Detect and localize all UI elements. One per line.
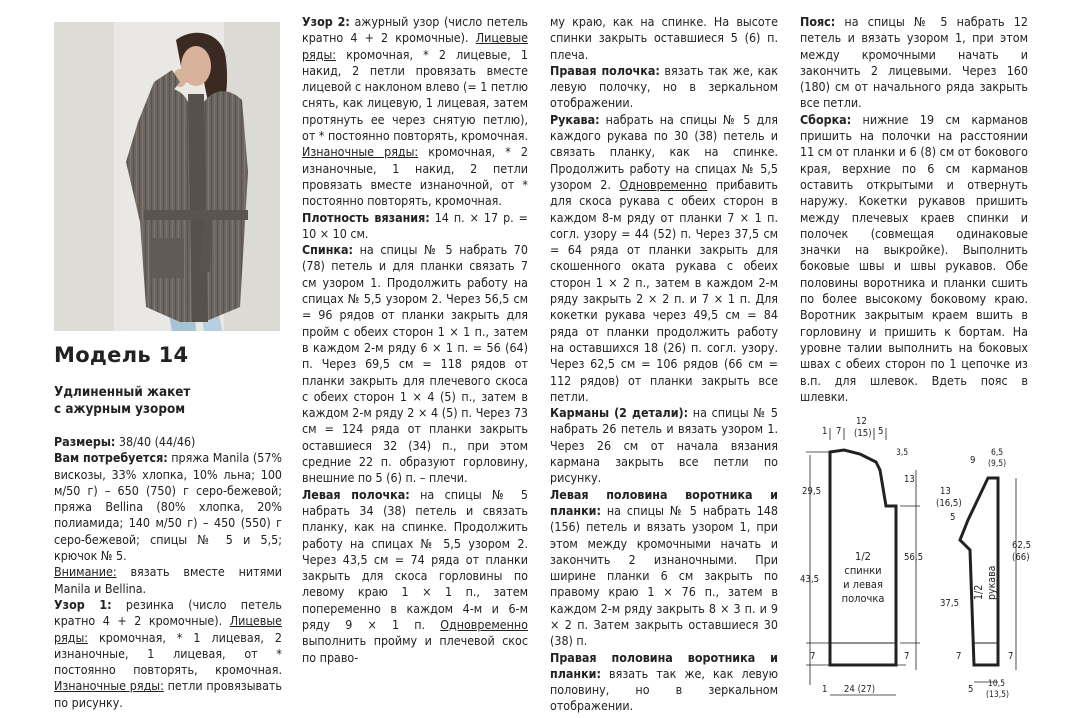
left-collar-text: на спицы № 5 набрать 148 (156) петель и вязать узором 1, при этом между кромочными начать и закончить 2 изнаночными. При ширине планки 6 см закрыть по правому краю 1 × 76 п., затем в каждом 2-м ряду закрыть 8 × 3 п. и 9 × 2 п. Затем закрыть оставшиеся 30 (38) п. [550, 502, 778, 649]
sleeves-text-b: прибавить для скоса рукава с обеих сторон в каждом 8-м ряду от планки 7 × 1 п. согл. узору = 44 (52) п. Через 37,5 см = 64 ряда от планки закрыть для скошенного оката рукава с обеих сторон 1 × 2 п., затем в каждом 2-м ряду закрыть 2 × 2 п. и 7 × 1 п. Для кокетки рукава через 49,5 см = 84 ряда от планки продолжить работу на оставшихся 18 (26) п. согл. узору. Через 62,5 см = 106 рядов (66 см = 112 рядов) от планки закрыть все петли. [550, 176, 779, 404]
subtitle-line-1: Удлиненный жакет [54, 385, 191, 400]
left-front-simul-label: Одновременно [440, 616, 528, 632]
assembly-label: Сборка: [800, 111, 852, 127]
belt-paragraph [800, 14, 1028, 112]
body-dim-5: 5 [878, 426, 884, 437]
attention-label: Внимание: [54, 564, 117, 580]
pockets-text: на спицы № 5 набрать 26 петель и вязать узором 1. Через 26 см от начала вязания кармана закрыть все петли по рисунку. [550, 405, 778, 486]
left-front-continued: му краю, как на спинке. На высоте спинки закрыть оставшиеся 5 (6) п. плеча. [550, 14, 778, 62]
body-dim-7: 7 [836, 426, 842, 437]
body-dim-3-5: 3,5 [896, 448, 909, 458]
left-collar-label: Левая половина воротника и планки: [550, 486, 778, 518]
left-front-paragraph [302, 487, 528, 666]
pattern-1-label: Узор 1: [54, 596, 112, 612]
materials-paragraph [54, 450, 282, 564]
right-front-label: Правая полочка: [550, 62, 660, 78]
right-collar-label: Правая половина воротника и планки: [550, 649, 778, 681]
pattern-2-text-a: ажурный узор (число петель кратно 4 + 2 кромочные). [302, 14, 529, 46]
materials-label: Вам потребуется: [54, 450, 168, 466]
body-label-3: и левая [843, 578, 883, 591]
pattern-1-paragraph [54, 597, 282, 711]
body-label-1: 1/2 [855, 550, 871, 563]
body-label-2: спинки [844, 564, 882, 577]
sleeve-dim-16-5: (16,5) [936, 498, 962, 509]
sleeve-dim-9-5: (9,5) [988, 459, 1007, 469]
cardigan-photo-illustration [54, 22, 280, 331]
body-dim-56-5: 56,5 [904, 552, 924, 563]
pattern-2-face-label: Лицевые ряды: [302, 30, 528, 62]
sleeve-dim-9: 9 [970, 455, 976, 466]
text-column-4 [800, 14, 1028, 405]
pattern-2-label: Узор 2: [302, 14, 350, 29]
sleeve-dim-7-right: 7 [1008, 651, 1014, 662]
left-front-text-a: на спицы № 5 набрать 34 (38) петель и связать планку, как на спинке. Продолжить работу на спицах № 5,5 узором 2. Через 43,5 см = 74 ряда от планки закрыть для скоса горловины по левому краю 1 × 1 п., затем попеременно в каждом 4-м и 6-м ряду 9 × 1 п. [302, 486, 528, 632]
sleeve-label-2: рукава [986, 565, 998, 600]
sleeve-dim-10-5: 10,5 [988, 679, 1006, 689]
sleeve-dim-5: 5 [950, 512, 956, 523]
assembly-paragraph [800, 112, 1028, 405]
attention-paragraph [54, 564, 282, 597]
subtitle-line-2: с ажурным узором [54, 402, 186, 417]
model-subtitle [54, 384, 190, 418]
sleeve-dim-13: 13 [940, 486, 951, 497]
body-dim-13: 13 [904, 474, 915, 485]
pattern-1-back-label: Изнаночные ряды: [54, 678, 164, 694]
back-label: Спинка: [302, 242, 353, 258]
assembly-text: нижние 19 см карманов пришить на полочки на расстоянии 11 см от планки и 6 (8) см от бокового края, верхние по 6 см карманов оставить открытыми и отвернуть наружу. Кокетки рукавов пришить между плечевых краев спинки и полочек (совмещая одинаковые значки на выкройке). Выполнить боковые швы и швы рукавов. Обе половины воротника и планки сшить по более высокому боковому краю. Воротник закрытым краем вшить в горловину и пришить к бортам. На уровне талии выполнить на боковых швах с обеих сторон по 1 цепочке из в.п. для шлевок. Вдеть пояс в шлевки. [800, 111, 1028, 404]
attention-text: вязать вместе нитями Manila и Bellina. [54, 564, 282, 596]
body-dim-12: 12 [856, 416, 867, 427]
pattern-2-back-label: Изнаночные ряды: [302, 144, 419, 160]
pockets-paragraph [550, 405, 778, 486]
body-dim-7-right: 7 [904, 651, 910, 662]
sleeves-label: Рукава: [550, 111, 600, 127]
density-text: 14 п. × 17 р. = 10 × 10 см. [302, 209, 528, 241]
body-dim-1-bottom: 1 [822, 684, 828, 695]
sizes-paragraph [54, 434, 282, 450]
body-dim-15: (15) [854, 428, 872, 439]
sleeve-dim-66: (66) [1012, 552, 1030, 563]
text-column-3 [550, 14, 778, 715]
text-column-1 [54, 434, 282, 711]
sizes-text: 38/40 (44/46) [115, 434, 196, 449]
left-front-label: Левая полочка: [302, 486, 410, 502]
sleeve-dim-6-5: 6,5 [991, 448, 1004, 458]
body-label-4: полочка [841, 592, 885, 605]
right-front-paragraph [550, 63, 778, 112]
sleeves-paragraph [550, 112, 778, 405]
sleeves-simul-label: Одновременно [619, 176, 708, 192]
left-front-text-b: выполнить пройму и плечевой скос по право- [302, 633, 528, 665]
pattern-2-paragraph [302, 14, 528, 210]
sleeve-dim-13-5: (13,5) [986, 690, 1009, 700]
materials-text: пряжа Manila (57% вискозы, 33% хлопка, 10% льна; 100 м/50 г) – 650 (750) г серо-бежевой; пряжа Bellina (80% хлопка, 20% полиамида; 140 м/50 г) – 450 (550) г серо-бежевой; спицы № 5 и 5,5; крючок № 5. [54, 450, 283, 564]
left-collar-paragraph [550, 487, 778, 650]
back-paragraph [302, 242, 528, 486]
body-dim-43-5: 43,5 [800, 574, 820, 585]
sleeves-text-a: набрать на спицы № 5 для каждого рукава по 30 (38) петель и связать планку, как на спинке. Продолжить работу на спицах № 5,5 узором 2. [550, 111, 778, 192]
sleeve-dim-37-5: 37,5 [940, 598, 960, 609]
right-collar-paragraph [550, 650, 778, 715]
right-collar-text: вязать так же, как левую половину, но в зеркальном отображении. [550, 665, 778, 714]
body-dim-7-left: 7 [810, 651, 816, 662]
sleeve-dim-7-left: 7 [956, 651, 962, 662]
sizes-label: Размеры: [54, 434, 116, 449]
sleeve-dim-5-bottom: 5 [968, 684, 974, 695]
pattern-2-text-b: кромочная, * 2 лицевые, 1 накид, 2 петли провязать вместе лицевой с наклоном влево (= 1 петлю снять, как лицевую, 1 лицевая, затем протянуть ее через снятую петлю), от * постоянно повторять, кромочная. [302, 46, 529, 144]
pattern-1-face-label: Лицевые ряды: [54, 613, 282, 645]
right-front-text: вязать так же, как левую полочку, но в зеркальном отображении. [550, 62, 778, 111]
density-paragraph [302, 210, 528, 243]
pockets-label: Карманы (2 детали): [550, 405, 689, 421]
model-title: Модель 14 [54, 343, 189, 367]
body-dim-1: 1 [822, 426, 828, 437]
pattern-1-text-a: резинка (число петель кратно 4 + 2 кромочные). [54, 596, 283, 629]
belt-label: Пояс: [800, 14, 836, 29]
belt-text: на спицы № 5 набрать 12 петель и вязать узором 1, при этом между кромочными начать и закончить 2 лицевыми. Через 160 (180) см от начального ряда закрыть все петли. [800, 14, 1028, 111]
pattern-schematic [800, 410, 1040, 710]
text-column-2 [302, 14, 528, 666]
sleeve-dim-62-5: 62,5 [1012, 540, 1032, 551]
body-dim-29-5: 29,5 [802, 486, 822, 497]
pattern-1-text-c: петли провязывать по рисунку. [54, 678, 282, 710]
body-dim-24: 24 (27) [844, 684, 876, 695]
model-photo [54, 22, 280, 331]
pattern-2-text-c: кромочная, * 2 изнаночные, 1 накид, 2 петли провязать вместе изнаночной, от * постоянно повторять, кромочная. [302, 144, 528, 209]
back-text: на спицы № 5 набрать 70 (78) петель и для планки связать 7 см узором 1. Продолжить работу на спицах № 5,5 узором 2. Через 56,5 см = 96 рядов от планки закрыть для пройм с обеих сторон 1 × 1 п., затем в каждом 2-м ряду 6 × 1 п. = 56 (64) п. Через 69,5 см = 118 рядов от планки закрыть для плечевого скоса с обеих сторон 1 × 4 (5) п., затем в каждом 2-м ряду 2 × 4 (5) п. Через 73 см = 124 ряда от планки закрыть оставшиеся 32 (34) п., при этом средние 22 п. образуют горловину, внешние по 5 (6) п. – плечи. [302, 242, 528, 486]
pattern-1-text-b: кромочная, * 1 лицевая, 2 изнаночные, 1 лицевая, от * постоянно повторять, кромочная. [54, 629, 282, 678]
sleeve-label-1: 1/2 [973, 584, 985, 600]
density-label: Плотность вязания: [302, 209, 430, 225]
